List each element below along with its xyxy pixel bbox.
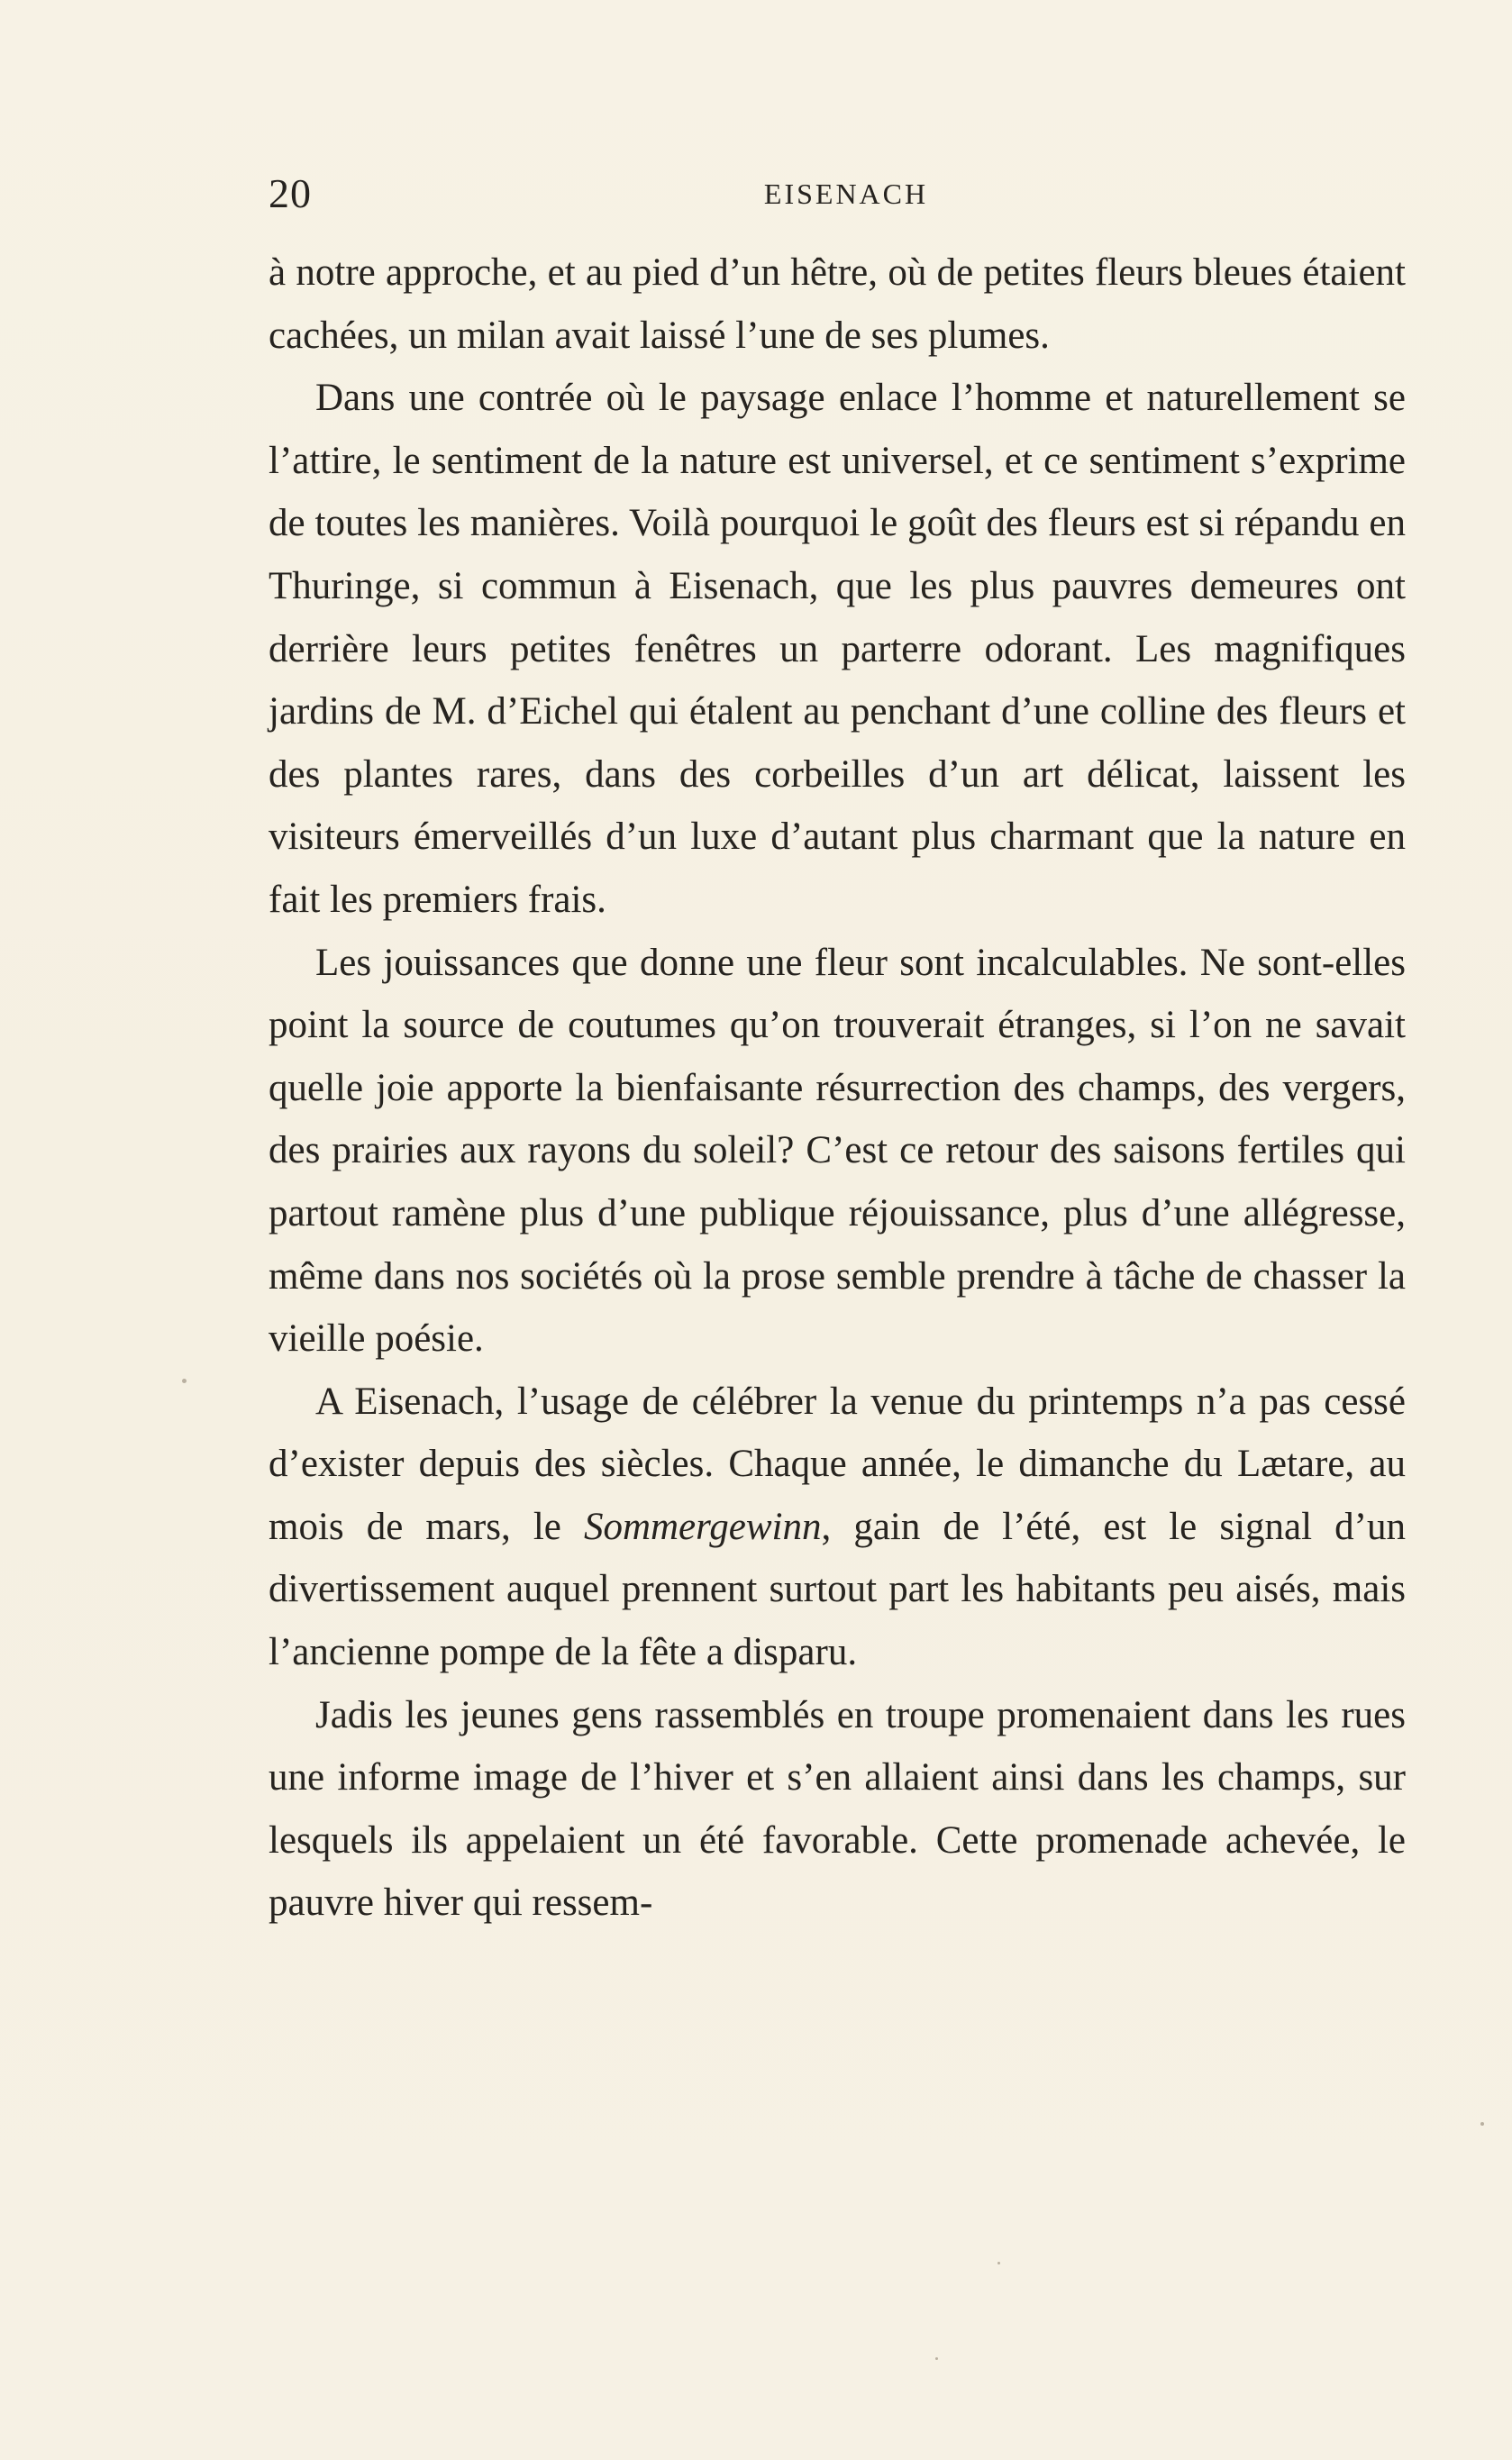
paper-speck xyxy=(997,2262,1000,2264)
paragraph-3 xyxy=(269,932,1406,1371)
paragraph-5 xyxy=(269,1684,1406,1935)
paragraph-4 xyxy=(269,1371,1406,1684)
paragraph-3-text: Les jouissances que donne une fleur sont incalculables. Ne sont-elles point la source de coutumes qu’on trouverait étranges, si l’on ne savait quelle joie apporte la bienfaisante résurrection des champs, des vergers, des prairies aux rayons du soleil? C’est ce retour des saisons fertiles qui partout ramène plus d’une publique réjouissance, plus d’une allégresse, même dans nos sociétés où la prose semble prendre à tâche de chasser la vieille poésie. xyxy=(269,941,1406,1361)
paragraph-1-text: à notre approche, et au pied d’un hêtre, où de petites fleurs bleues étaient cachées, un milan avait laissé l’une de ses plumes. xyxy=(269,251,1406,357)
paragraph-2-text: Dans une contrée où le paysage enlace l’homme et naturellement se l’attire, le sentiment de la nature est universel, et ce sentiment s’exprime de toutes les manières. Voilà pourquoi le goût des fleurs est si répandu en Thuringe, si commun à Eisenach, que les plus pauvres demeures ont derrière leurs petites fenêtres un parterre odorant. Les magnifiques jardins de M. d’Eichel qui étalent au penchant d’une colline des fleurs et des plantes rares, dans des corbeilles d’un art délicat, laissent les visiteurs émerveillés d’un luxe d’autant plus charmant que la nature en fait les premiers frais. xyxy=(269,377,1406,921)
paper-speck xyxy=(935,2357,938,2360)
paper-speck xyxy=(1480,2122,1484,2126)
paragraph-5-text: Jadis les jeunes gens rassemblés en troupe promenaient dans les rues une informe image de l’hiver et s’en allaient ainsi dans les champs, sur lesquels ils appelaient un été favorable. Cette promenade achevée, le pauvre hiver qui ressem- xyxy=(269,1693,1406,1925)
paragraph-4-text-after: , gain de l’été, est le signal d’un divertissement auquel prennent surtout part les habitants peu aisés, mais l’ancienne pompe de la fête a disparu. xyxy=(269,1505,1406,1674)
page-number: 20 xyxy=(269,170,312,216)
paragraph-2 xyxy=(269,367,1406,931)
body-text xyxy=(269,241,1406,1935)
running-head: EISENACH xyxy=(763,178,929,210)
paragraph-4-text-before: A Eisenach, l’usage de célébrer la venue du printemps n’a pas cessé d’exister depuis des siècles. Chaque année, le dimanche du Lætare, au mois de mars, le xyxy=(269,1380,1406,1548)
paragraph-4-italic-term: Sommergewinn xyxy=(583,1505,822,1548)
paper-speck xyxy=(182,1379,187,1383)
page-header xyxy=(269,167,1406,221)
paragraph-1 xyxy=(269,241,1406,367)
